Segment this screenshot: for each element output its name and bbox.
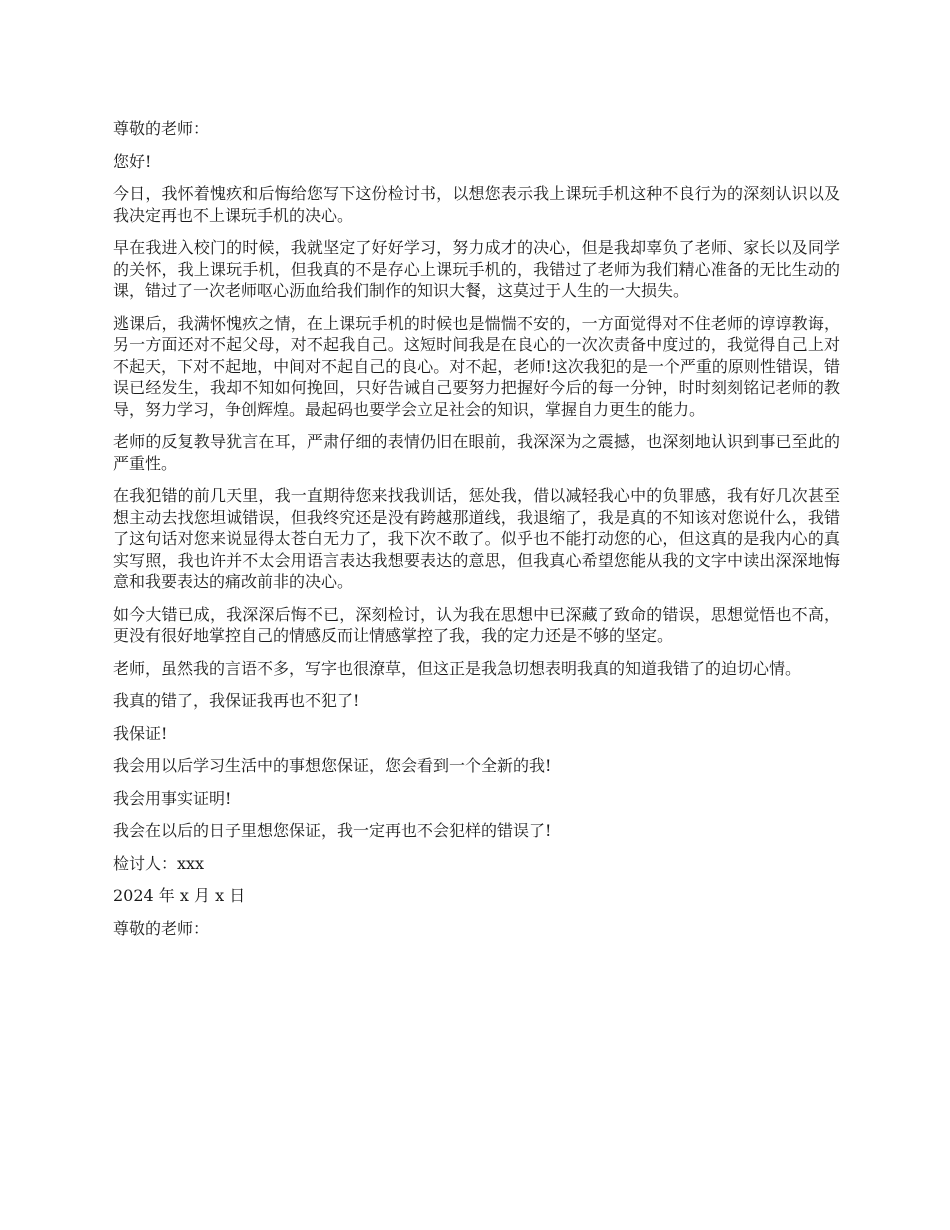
paragraph-waiting: 在我犯错的前几天里，我一直期待您来找我训话，惩处我，借以减轻我心中的负罪感，我有好几次甚至想主动去找您坦诚错误，但我终究还是没有跨越那道线，我退缩了，我是真的不知该对您说什么，我错了这句话对您来说显得太苍白无力了，我下次不敢了。似乎也不能打动您的心，但这真的是我内心的真实写照，我也许并不太会用语言表达我想要表达的意思，但我真心希望您能从我的文字中读出深深地悔意和我要表达的痛改前非的决心。 [113,486,840,591]
paragraph-handwriting: 老师，虽然我的言语不多，写字也很潦草，但这正是我急切想表明我真的知道我错了的迫切心情。 [113,658,802,678]
paragraph-promise-3: 我会用以后学习生活中的事想您保证，您会看到一个全新的我! [113,756,552,775]
paragraph-promise-2: 我保证! [113,723,168,743]
greeting: 您好! [113,151,152,171]
paragraph-teaching: 老师的反复教导犹言在耳，严肃仔细的表情仍旧在眼前，我深深为之震撼，也深刻地认识到事已至此的严重性。 [113,432,840,473]
signature-line: 检讨人：xxx [113,853,205,873]
paragraph-promise-5: 我会在以后的日子里想您保证，我一定再也不会犯样的错误了! [113,821,552,840]
paragraph-promise-4: 我会用事实证明! [113,788,232,808]
paragraph-intro: 今日，我怀着愧疚和后悔给您写下这份检讨书，以想您表示我上课玩手机这种不良行为的深刻认识以及我决定再也不上课玩手机的决心。 [113,184,840,225]
paragraph-background: 早在我进入校门的时候，我就坚定了好好学习，努力成才的决心，但是我却辜负了老师、家长以及同学的关怀，我上课玩手机，但我真的不是存心上课玩手机的，我错过了老师为我们精心准备的无比生动的课，错过了一次老师呕心沥血给我们制作的知识大餐，这莫过于人生的一大损失。 [113,238,840,300]
document-body [113,118,840,950]
paragraph-reflection: 如今大错已成，我深深后悔不已，深刻检讨，认为我在思想中已深藏了致命的错误，思想觉悟也不高，更没有很好地掌控自己的情感反而让情感掌控了我，我的定力还是不够的坚定。 [113,604,840,645]
date-line: 2024 年 x 月 x 日 [113,886,246,905]
paragraph-remorse: 逃课后，我满怀愧疚之情，在上课玩手机的时候也是惴惴不安的，一方面觉得对不住老师的谆谆教诲，另一方面还对不起父母，对不起我自己。这短时间我是在良心的一次次责备中度过的，我觉得自己上对不起天，下对不起地，中间对不起自己的良心。对不起，老师!这次我犯的是一个严重的原则性错误，错误已经发生，我却不知如何挽回，只好告诫自己要努力把握好今后的每一分钟，时时刻刻铭记老师的教导，努力学习，争创辉煌。最起码也要学会立足社会的知识，掌握自力更生的能力。 [113,313,840,419]
salutation: 尊敬的老师： [113,119,210,138]
paragraph-promise-1: 我真的错了，我保证我再也不犯了! [113,691,360,710]
salutation-repeat: 尊敬的老师： [113,918,210,938]
